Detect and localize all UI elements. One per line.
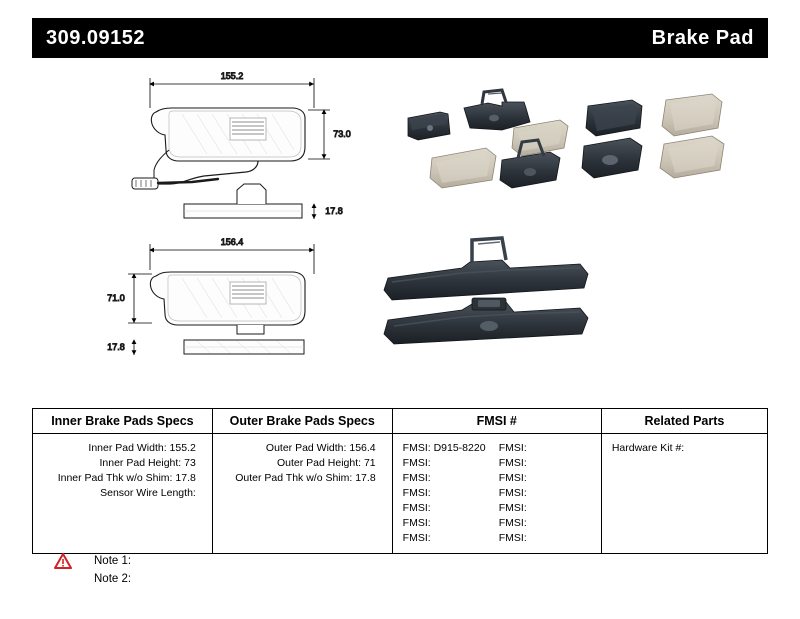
fmsi-cell <box>393 434 602 553</box>
pad-photo-group-top-right <box>582 94 724 178</box>
dimension-inner-height: 73.0 <box>333 129 351 139</box>
header-bar <box>32 18 768 58</box>
outer-specs-cell <box>213 434 393 553</box>
pad-photo-group-top-left <box>408 90 568 188</box>
spec-value: 17.8 <box>355 472 376 484</box>
part-number: 309.09152 <box>46 26 146 49</box>
spec-label: Outer Pad Height: <box>277 457 362 469</box>
inner-specs-cell <box>33 434 213 553</box>
fmsi-column-left <box>403 441 499 546</box>
fmsi-entry: FMSI: <box>402 472 431 484</box>
spec-row <box>39 486 206 501</box>
fmsi-entry: FMSI: D915-8220 <box>402 442 486 454</box>
spec-row <box>219 456 386 471</box>
fmsi-entry: FMSI: <box>498 532 527 544</box>
fmsi-entry: FMSI: <box>498 472 527 484</box>
spec-label: Sensor Wire Length: <box>100 487 196 499</box>
spec-row <box>39 456 206 471</box>
spec-value: 155.2 <box>169 442 196 454</box>
fmsi-entry: FMSI: <box>402 457 431 469</box>
technical-drawing-area <box>32 62 768 392</box>
note-row-2 <box>52 570 352 588</box>
specs-table-header-row <box>33 409 767 434</box>
dimension-outer-height: 71.0 <box>107 293 125 303</box>
fmsi-entry: FMSI: <box>498 487 527 499</box>
dimension-outer-thickness: 17.8 <box>107 342 125 352</box>
column-header-outer-specs: Outer Brake Pads Specs <box>213 409 393 433</box>
notes-section <box>52 552 352 588</box>
column-header-related-parts: Related Parts <box>602 409 767 433</box>
spec-value: 73 <box>184 457 196 469</box>
spec-label: Outer Pad Width: <box>265 442 347 454</box>
fmsi-entry: FMSI: <box>498 457 527 469</box>
related-parts-cell <box>602 434 767 553</box>
fmsi-entry: FMSI: <box>498 502 527 514</box>
column-header-fmsi: FMSI # <box>393 409 602 433</box>
fmsi-column-right <box>499 441 595 546</box>
fmsi-entry: FMSI: <box>498 517 527 529</box>
spec-label: Outer Pad Thk w/o Shim: <box>235 472 353 484</box>
specs-table <box>32 408 768 554</box>
fmsi-entry: FMSI: <box>402 517 431 529</box>
spec-row <box>219 471 386 486</box>
outer-pad-line-drawing <box>107 237 314 355</box>
inner-pad-line-drawing <box>132 71 351 219</box>
note-1-label: Note 1: <box>94 555 132 567</box>
spec-row <box>39 471 206 486</box>
dimension-inner-thickness: 17.8 <box>325 206 343 216</box>
spec-label: Inner Pad Thk w/o Shim: <box>57 472 173 484</box>
dimension-inner-width: 155.2 <box>220 71 244 81</box>
fmsi-entry: FMSI: <box>402 502 431 514</box>
specs-table-body-row <box>33 434 767 553</box>
pad-photo-group-bottom <box>384 238 588 344</box>
hardware-kit-label: Hardware Kit #: <box>611 442 685 454</box>
warning-triangle-icon <box>52 553 74 569</box>
spec-value: 17.8 <box>175 472 196 484</box>
spec-row <box>219 441 386 456</box>
spec-label: Inner Pad Height: <box>99 457 182 469</box>
column-header-inner-specs: Inner Brake Pads Specs <box>33 409 213 433</box>
spec-value: 71 <box>363 457 376 469</box>
product-type-label: Brake Pad <box>651 26 754 49</box>
spec-label: Inner Pad Width: <box>88 442 167 454</box>
dimension-outer-width: 156.4 <box>220 237 244 247</box>
spec-row <box>39 441 206 456</box>
note-2-label: Note 2: <box>94 573 132 585</box>
note-row-1 <box>52 552 352 570</box>
fmsi-entry: FMSI: <box>498 442 527 454</box>
fmsi-entry: FMSI: <box>402 487 431 499</box>
fmsi-entry: FMSI: <box>402 532 431 544</box>
spec-value: 156.4 <box>349 442 376 454</box>
